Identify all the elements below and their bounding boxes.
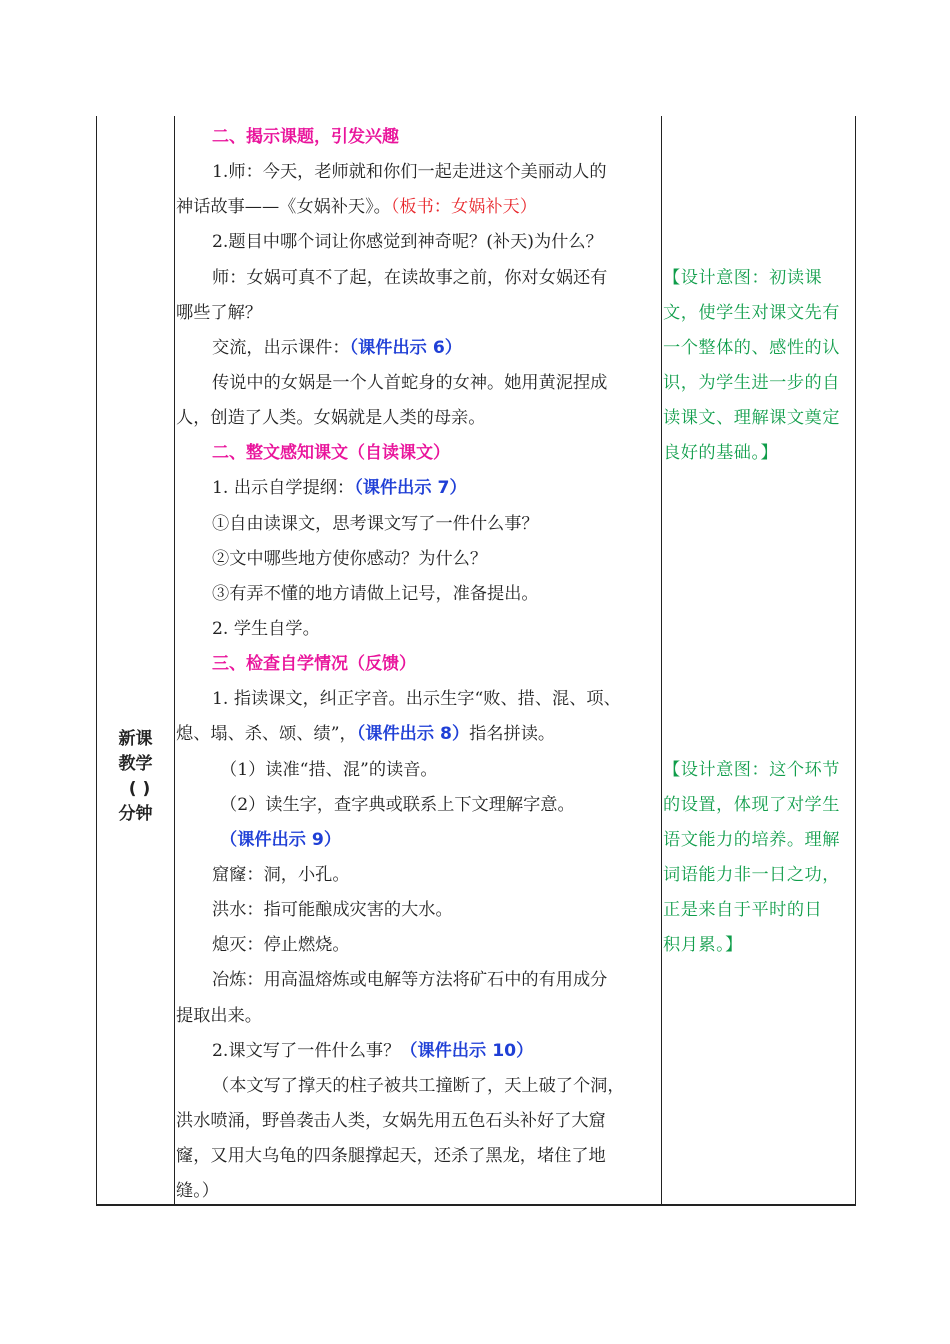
text: 神话故事——《女娲补天》。 bbox=[176, 197, 391, 218]
label-duration-parens bbox=[97, 777, 174, 802]
column-divider-right bbox=[661, 116, 662, 1204]
paragraph bbox=[176, 1034, 660, 1069]
design-note-line: 【设计意图：这个环节 bbox=[663, 759, 840, 780]
list-item: （1）读准“措、混”的读音。 bbox=[220, 759, 438, 780]
design-note-line: 积月累。】 bbox=[663, 935, 743, 956]
section-label-column bbox=[97, 116, 174, 1204]
paragraph: 1.师：今天，老师就和你们一起走进这个美丽动人的 bbox=[212, 162, 607, 183]
word-definition: 提取出来。 bbox=[176, 1005, 262, 1026]
paragraph: （本文写了撑天的柱子被共工撞断了，天上破了个洞， bbox=[212, 1075, 625, 1096]
courseware-ref: （课件出示 6） bbox=[349, 337, 462, 358]
paragraph bbox=[176, 331, 660, 366]
design-note-line: 【设计意图：初读课 bbox=[663, 267, 823, 288]
label-line-4: 分钟 bbox=[118, 804, 153, 824]
paragraph: 2.题目中哪个词让你感觉到神奇呢？(补天)为什么？ bbox=[212, 232, 603, 253]
courseware-ref: （课件出示 7） bbox=[354, 478, 467, 499]
text: 交流，出示课件： bbox=[212, 337, 350, 358]
list-item: （2）读生字，查字典或联系上下文理解字意。 bbox=[220, 794, 575, 815]
list-item: ②文中哪些地方使你感动？为什么？ bbox=[212, 548, 488, 569]
paragraph: 师：女娲可真不了起，在读故事之前，你对女娲还有 bbox=[212, 267, 608, 288]
paragraph: 窿，又用大乌龟的四条腿撑起天，还杀了黑龙，堵住了地 bbox=[176, 1146, 606, 1167]
text: 2.课文写了一件什么事？ bbox=[212, 1040, 401, 1061]
paragraph: 人，创造了人类。女娲就是人类的母亲。 bbox=[176, 408, 486, 429]
text: 1. 出示自学提纲： bbox=[212, 478, 355, 499]
paragraph: 哪些了解？ bbox=[176, 302, 262, 323]
section-heading-3: 三、检查自学情况（反馈） bbox=[212, 654, 416, 675]
paragraph bbox=[176, 717, 660, 752]
design-note-line: 的设置，体现了对学生 bbox=[663, 794, 840, 815]
label-line-2: 教学 bbox=[118, 754, 153, 774]
text: 指名拼读。 bbox=[469, 724, 556, 745]
label-line-1: 新课 bbox=[118, 729, 153, 749]
word-definition: 熄灭：停止燃烧。 bbox=[212, 935, 350, 956]
paragraph: 洪水喷涌，野兽袭击人类，女娲先用五色石头补好了大窟 bbox=[176, 1110, 606, 1131]
section-label bbox=[97, 727, 174, 827]
design-note-line: 语文能力的培养。理解 bbox=[663, 829, 840, 850]
design-note-line: 正是来自于平时的日 bbox=[663, 900, 823, 921]
word-definition: 冶炼：用高温熔炼或电解等方法将矿石中的有用成分 bbox=[212, 970, 608, 991]
paren-open: ( bbox=[128, 779, 137, 799]
section-heading-1: 二、揭示课题，引发兴趣 bbox=[212, 127, 399, 147]
design-note-line: 良好的基础。】 bbox=[663, 443, 779, 464]
paragraph: 1. 指读课文，纠正字音。出示生字“败、措、混、项、 bbox=[212, 689, 621, 710]
column-divider-left bbox=[174, 116, 175, 1204]
list-item: ①自由读课文，思考课文写了一件什么事？ bbox=[212, 513, 539, 534]
paren-close: ) bbox=[142, 779, 151, 799]
paragraph: 传说中的女娲是一个人首蛇身的女神。她用黄泥捏成 bbox=[212, 372, 608, 393]
word-definition: 洪水：指可能酿成灾害的大水。 bbox=[212, 900, 453, 921]
design-intent-column bbox=[663, 120, 853, 963]
design-note-line: 词语能力非一日之功， bbox=[663, 864, 840, 885]
paragraph: 缝。） bbox=[176, 1181, 219, 1202]
paragraph: 2. 学生自学。 bbox=[212, 618, 320, 639]
design-note-line: 识，为学生进一步的自 bbox=[663, 372, 840, 393]
lesson-content-column bbox=[176, 120, 660, 1209]
paragraph bbox=[176, 471, 660, 506]
blackboard-note: （板书：女娲补天） bbox=[390, 197, 537, 218]
text: 熄、塌、杀、颂、绩”， bbox=[176, 724, 357, 745]
design-note-line: 文，使学生对课文先有 bbox=[663, 302, 840, 323]
section-heading-2: 二、整文感知课文（自读课文） bbox=[212, 443, 450, 464]
paragraph bbox=[176, 190, 660, 225]
courseware-ref: （课件出示 10） bbox=[400, 1040, 534, 1061]
design-note-line: 一个整体的、感性的认 bbox=[663, 337, 840, 358]
courseware-ref: （课件出示 9） bbox=[220, 829, 342, 850]
word-definition: 窟窿：洞，小孔。 bbox=[212, 864, 350, 885]
list-item: ③有弄不懂的地方请做上记号，准备提出。 bbox=[212, 583, 539, 604]
design-note-line: 读课文、理解课文奠定 bbox=[663, 408, 840, 429]
courseware-ref: （课件出示 8） bbox=[356, 724, 470, 745]
